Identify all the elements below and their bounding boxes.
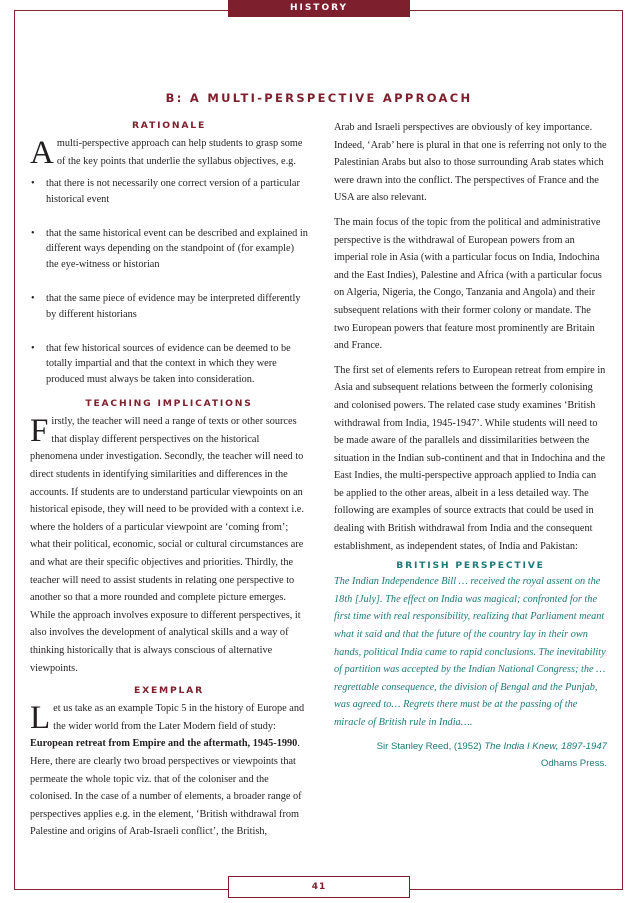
teaching-body: irstly, the teacher will need a range of texts or other sources that display different perspectives on the historical phenomena under investigation. Secondly, the teacher will need to direct students in identifying similarities and differences in the accounts. If students are to understand particular viewpoints on an historical episode, they will need to be provided with a context i.e. where the holders of a particular viewpoint are ‘coming from’; what their political, economic, social or cultural circumstances are and what are their specific objectives and priorities. Thirdly, the teacher will need to assist students in relating one perspective to another so that a more rounded and complete picture emerges. While the approach involves exposure to different perspectives, it also involves the development of analytical skills and a way of thinking historically that is always conscious of alternative viewpoints. <box>30 416 304 674</box>
spacer <box>334 207 607 214</box>
citation-author: Sir Stanley Reed, (1952) <box>376 740 485 752</box>
list-item <box>30 341 308 387</box>
header-tab: HISTORY <box>228 0 410 17</box>
rationale-intro <box>30 135 308 170</box>
bullet-text: that the same historical event can be described and explained in different ways depending on the standpoint of (for example) the eye-witness or historian <box>46 228 308 270</box>
left-column <box>30 119 308 841</box>
section-title: B: A MULTI-PERSPECTIVE APPROACH <box>165 91 473 105</box>
teaching-implications-text <box>30 413 308 677</box>
page-number: 41 <box>228 876 410 898</box>
exemplar-body-end: . Here, there are clearly two broad perspectives or viewpoints that permeate the whole topic viz. that of the coloniser and the colonised. In the case of a number of elements, a broader range of perspectives applies e.g. in the element, ‘British withdrawal from Palestine and origins of Arab-Israeli conflict’, the British, <box>30 738 302 838</box>
bullet-text: that few historical sources of evidence can be deemed to be totally impartial and that the context in which they were produced must always be taken into consideration. <box>46 343 291 385</box>
rationale-bullet-list <box>30 176 308 387</box>
bullet-icon: • <box>31 343 35 355</box>
teaching-implications-heading: TEACHING IMPLICATIONS <box>85 398 253 410</box>
bullet-icon: • <box>31 293 35 305</box>
list-item <box>30 176 308 207</box>
bullet-text: that the same piece of evidence may be interpreted differently by different historians <box>46 293 301 320</box>
exemplar-topic-bold: European retreat from Empire and the aftermath, 1945-1990 <box>30 738 298 750</box>
bullet-icon: • <box>31 228 35 239</box>
british-perspective-quote: The Indian Independence Bill … received the royal assent on the 18th [July]. The effect on India was magical; confronted for the first time with real responsibility, realizing that Parliament meant what it said and that the future of the country lay in their own hands, political India came to rapid conclusions. The inevitability of partition was accepted by the Indian National Congress; the … regrettable consequence, the division of Bengal and the Punjab, was agreed to… Regrets there must be at the passing of the miracle of British rule in India…. <box>334 576 606 728</box>
citation-publisher: Odhams Press. <box>540 758 607 770</box>
british-perspective-heading: BRITISH PERSPECTIVE <box>396 560 545 572</box>
source-citation <box>334 738 607 773</box>
spacer <box>334 355 607 362</box>
bullet-text: that there is not necessarily one correct version of a particular historical event <box>46 178 300 205</box>
exemplar-heading: EXEMPLAR <box>134 685 204 697</box>
list-item <box>30 226 308 272</box>
exemplar-body-start: et us take as an example Topic 5 in the history of Europe and the wider world from the Later Modern field of study: <box>53 703 305 732</box>
right-column <box>334 119 607 773</box>
paragraph-3: The first set of elements refers to European retreat from empire in Asia and subsequent relations between the formerly colonising and colonised powers. The related case study examines ‘British withdrawal from India, 1945-1947’. While students will need to be made aware of the parallels and dissimilarities between the situation in the Indian sub-continent and that in Indochina and the East Indies, the multi-perspective approach applied to India can be applied to the other areas, albeit in a less detailed way. The following are examples of source extracts that could be used in dealing with British withdrawal from India and the consequent establishment, as independent states, of India and Pakistan: <box>334 364 606 552</box>
spacer <box>30 677 308 684</box>
exemplar-text <box>30 700 308 841</box>
rationale-drop-cap: A <box>30 135 54 171</box>
list-item <box>30 291 308 322</box>
citation-title: The India I Knew, 1897-1947 <box>484 740 607 752</box>
paragraph-2: The main focus of the topic from the political and administrative perspective is the withdrawal of European powers from an imperial role in Asia (with a particular focus on India, Indochina and the East Indies), Palestine and Africa (with a particular focus on Algeria, Nigeria, the Congo, Tanzania and Angola) and their subsequent relations with their former colony or mandate. The two European powers that feature most prominently are Britain and France. <box>334 216 602 352</box>
teaching-drop-cap: F <box>30 413 49 450</box>
bullet-icon: • <box>31 178 35 190</box>
paragraph-1: Arab and Israeli perspectives are obviously of key importance. Indeed, ‘Arab’ here is plural in that one is referring not only to the Palestinian Arabs but also to those surrounding Arab states which were drawn into the conflict. The perspectives of France and the USA are also relevant. <box>334 122 607 204</box>
rationale-intro-text: multi-perspective approach can help students to grasp some of the key points that underlie the syllabus objectives, e.g. <box>56 138 303 167</box>
rationale-heading: RATIONALE <box>131 120 207 131</box>
exemplar-drop-cap: L <box>30 700 51 737</box>
